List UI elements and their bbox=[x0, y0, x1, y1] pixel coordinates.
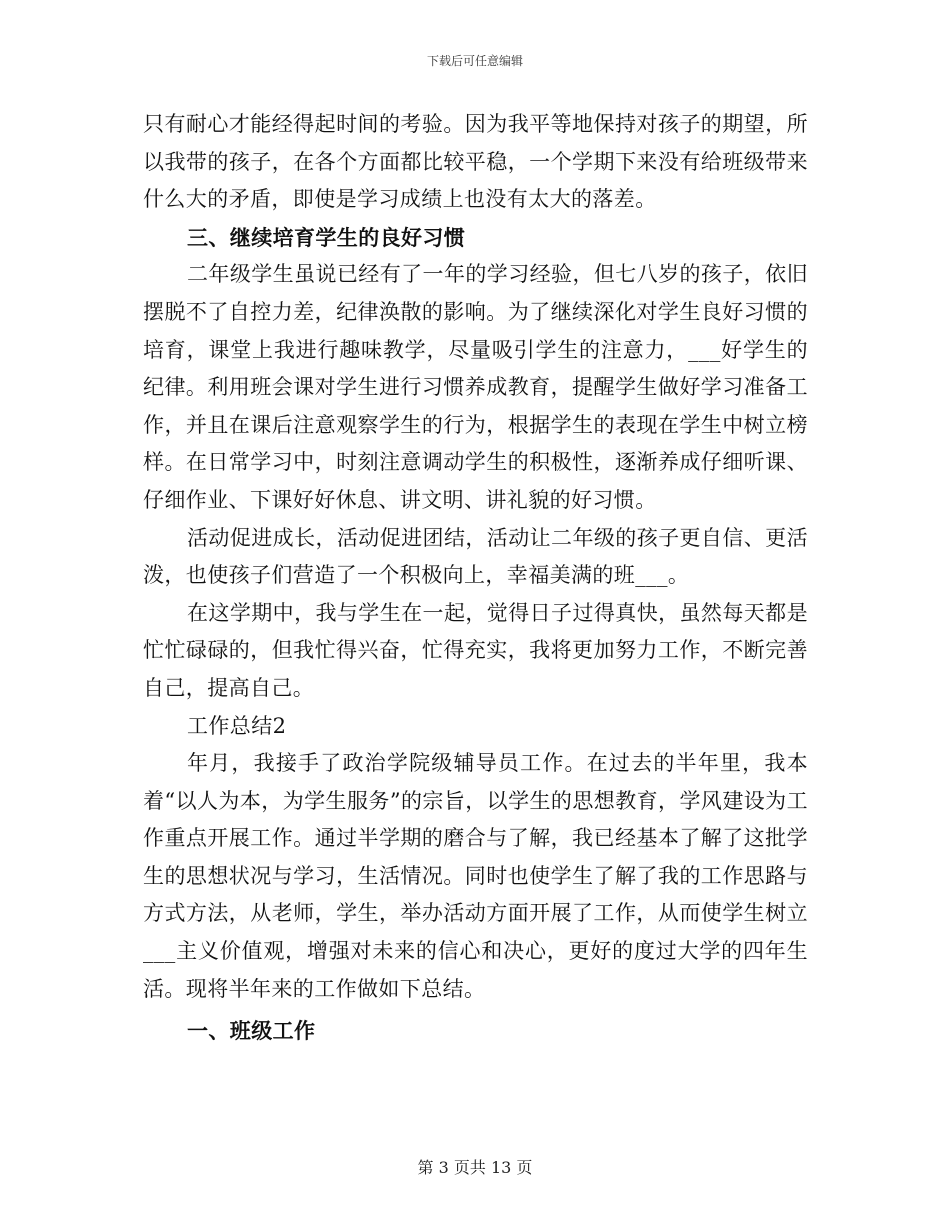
section-heading-good-habits: 三、继续培育学生的良好习惯 bbox=[187, 224, 466, 250]
paragraph-activities: 活动促进成长，活动促进团结，活动让二年级的孩子更自信、更活泼，也使孩子们营造了一个积极向上，幸福美满的班___。 bbox=[143, 525, 808, 588]
page-footer: 第 3 页共 13 页 bbox=[417, 1158, 533, 1177]
paragraph-habits: 二年级学生虽说已经有了一年的学习经验，但七八岁的孩子，依旧摆脱不了自控力差，纪律涣散的影响。为了继续深化对学生良好习惯的培育，课堂上我进行趣味教学，尽量吸引学生的注意力，___好学生的纪律。利用班会课对学生进行习惯养成教育，提醒学生做好学习准备工作，并且在课后注意观察学生的行为，根据学生的表现在学生中树立榜样。在日常学习中，时刻注意调动学生的积极性，逐渐养成仔细听课、仔细作业、下课好好休息、讲文明、讲礼貌的好习惯。 bbox=[143, 262, 808, 512]
paragraph-semester: 在这学期中，我与学生在一起，觉得日子过得真快，虽然每天都是忙忙碌碌的，但我忙得兴奋，忙得充实，我将更加努力工作，不断完善自己，提高自己。 bbox=[143, 600, 808, 700]
subtitle-work-summary-2: 工作总结2 bbox=[187, 713, 287, 738]
paragraph-counselor: 年月，我接手了政治学院级辅导员工作。在过去的半年里，我本着“以人为本，为学生服务”的宗旨，以学生的思想教育，学风建设为工作重点开展工作。通过半学期的磨合与了解，我已经基本了解了这批学生的思想状况与学习，生活情况。同时也使学生了解了我的工作思路与方式方法，从老师，学生，举办活动方面开展了工作，从而使学生树立___主义价值观，增强对未来的信心和决心，更好的度过大学的四年生活。现将半年来的工作做如下总结。 bbox=[143, 751, 808, 1001]
paragraph-continued: 只有耐心才能经得起时间的考验。因为我平等地保持对孩子的期望，所以我带的孩子，在各个方面都比较平稳，一个学期下来没有给班级带来什么大的矛盾，即使是学习成绩上也没有太大的落差。 bbox=[143, 112, 808, 212]
page-header: 下载后可任意编辑 bbox=[426, 54, 523, 68]
section-heading-class-work: 一、班级工作 bbox=[187, 1018, 316, 1044]
document-body bbox=[143, 106, 808, 1050]
